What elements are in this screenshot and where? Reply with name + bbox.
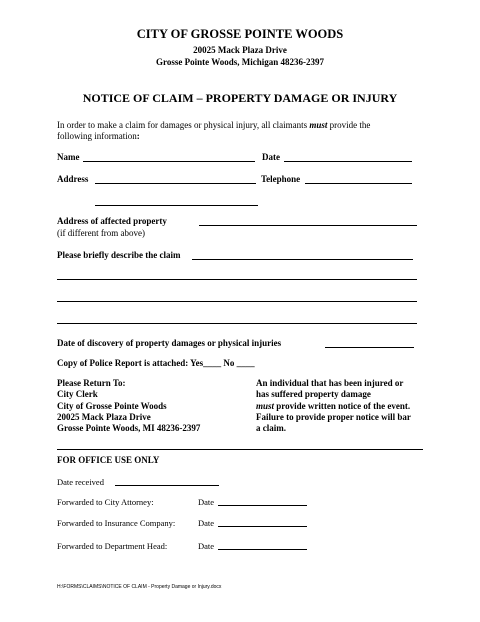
intro-text: In order to make a claim for damages or physical injury, all claimants must provide the (57, 120, 371, 130)
address-field[interactable] (95, 183, 256, 184)
discovery-date-field[interactable] (325, 347, 414, 348)
notice-line3: must provide written notice of the event. (256, 400, 411, 411)
date-field[interactable] (284, 161, 412, 162)
office-use-heading: FOR OFFICE USE ONLY (57, 455, 160, 465)
describe-claim-label: Please briefly describe the claim (57, 250, 181, 260)
section-divider (57, 449, 423, 450)
if-different-note: (if different from above) (57, 228, 146, 238)
return-to-line3: 20025 Mack Plaza Drive (57, 411, 151, 422)
fwd-department-date-label: Date (198, 541, 215, 551)
address-label: Address (57, 174, 89, 184)
fwd-department-label: Forwarded to Department Head: (57, 541, 168, 551)
fwd-department-date-field[interactable] (218, 549, 307, 550)
fwd-attorney-label: Forwarded to City Attorney: (57, 497, 154, 507)
fwd-insurance-date-label: Date (198, 518, 215, 528)
telephone-field[interactable] (305, 183, 412, 184)
name-label: Name (57, 152, 80, 162)
return-to-line2: City of Grosse Pointe Woods (57, 400, 167, 411)
notice-block (256, 378, 411, 434)
date-received-field[interactable] (115, 485, 219, 486)
notice-line1: An individual that has been injured or (256, 378, 404, 388)
intro-text-line2: following information: (57, 131, 140, 141)
describe-claim-line4[interactable] (57, 323, 417, 324)
affected-property-label: Address of affected property (57, 216, 167, 226)
notice-line5: a claim. (256, 423, 286, 434)
discovery-date-label: Date of discovery of property damages or physical injuries (57, 338, 282, 348)
date-received-label: Date received (57, 477, 104, 487)
return-to-line1: City Clerk (57, 389, 98, 400)
fwd-attorney-date-label: Date (198, 497, 215, 507)
return-to-line4: Grosse Pointe Woods, MI 48236-2397 (57, 423, 201, 434)
notice-line2: has suffered property damage (256, 389, 371, 400)
footer-file-path: H:\FORMS\CLAIMS\NOTICE OF CLAIM - Property Damage or Injury.docx (57, 584, 222, 590)
return-to-block (57, 378, 200, 434)
name-field[interactable] (83, 161, 255, 162)
fwd-insurance-label: Forwarded to Insurance Company: (57, 518, 176, 528)
describe-claim-line2[interactable] (57, 279, 417, 280)
form-title: NOTICE OF CLAIM – PROPERTY DAMAGE OR INJURY (82, 91, 398, 105)
describe-claim-field[interactable] (192, 259, 413, 260)
return-to-heading: Please Return To: (57, 378, 126, 388)
fwd-insurance-date-field[interactable] (218, 526, 307, 527)
telephone-label: Telephone (261, 174, 301, 184)
describe-claim-line3[interactable] (57, 301, 417, 302)
address-field-line2[interactable] (95, 205, 258, 206)
police-report-line: Copy of Police Report is attached: Yes____ No ____ (57, 358, 255, 368)
affected-property-field[interactable] (199, 225, 417, 226)
fwd-attorney-date-field[interactable] (218, 505, 307, 506)
notice-line4: Failure to provide proper notice will bar (256, 411, 411, 422)
city-address-line1: 20025 Mack Plaza Drive (193, 45, 287, 55)
date-label: Date (262, 152, 280, 162)
city-address-line2: Grosse Pointe Woods, Michigan 48236-2397 (156, 57, 324, 67)
city-name: CITY OF GROSSE POINTE WOODS (136, 27, 344, 41)
